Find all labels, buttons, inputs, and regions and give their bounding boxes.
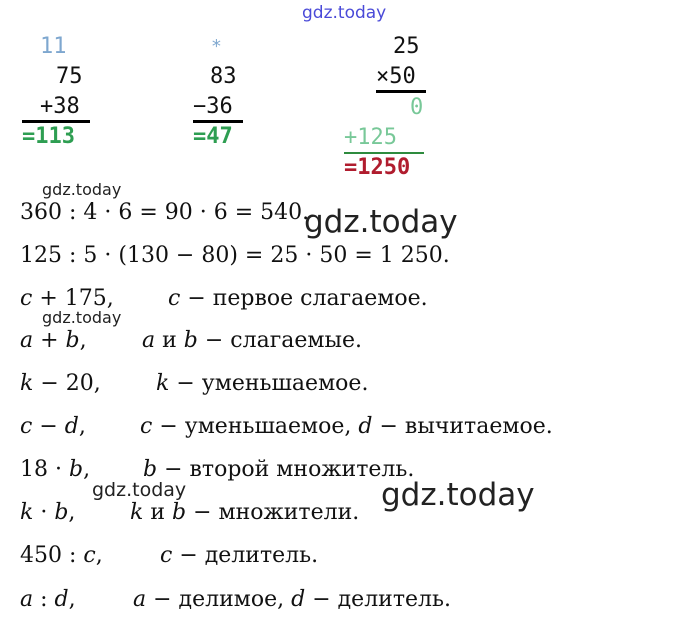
subtraction-bottom-number: −36 xyxy=(193,94,233,119)
description-dividend-divisor xyxy=(133,587,451,613)
var-c: c xyxy=(160,543,173,568)
multiplication-partial-1: 0 xyxy=(410,95,424,120)
var-k: k xyxy=(130,500,144,525)
conj: и xyxy=(155,328,184,353)
watermark-large-2: gdz.today xyxy=(381,477,535,513)
expression-c-minus-d xyxy=(20,414,86,440)
conj: и xyxy=(143,500,172,525)
addition-top-number: 75 xyxy=(56,64,83,89)
comma: , xyxy=(79,328,87,353)
subtraction-rule xyxy=(193,120,243,123)
description-second-factor xyxy=(143,457,414,483)
expression-450-div-c xyxy=(20,543,103,569)
var-k: k xyxy=(20,500,34,525)
watermark-small-3: gdz.today xyxy=(92,479,187,501)
expression-k-times-b xyxy=(20,500,75,526)
addition-carry: 11 xyxy=(40,34,67,59)
desc-rest: − делитель. xyxy=(172,543,319,568)
expr-rest: + 175, xyxy=(32,286,114,311)
var-c: c xyxy=(168,286,181,311)
desc-rest: − делитель. xyxy=(305,587,451,612)
var-d: d xyxy=(291,587,306,612)
op: + xyxy=(33,328,66,353)
multiplication-green-rule xyxy=(344,152,424,154)
multiplication-bottom-number: ×50 xyxy=(376,64,416,89)
var-a: a xyxy=(20,587,34,612)
expression-18-times-b xyxy=(20,457,90,483)
subtraction-result: =47 xyxy=(193,124,233,149)
watermark-small-1: gdz.today xyxy=(42,180,122,199)
expr-number: 450 : xyxy=(20,543,84,568)
expression-k-minus-20 xyxy=(20,371,101,397)
var-d: d xyxy=(358,414,373,439)
desc-mid: − уменьшаемое, xyxy=(152,414,359,439)
comma: , xyxy=(68,500,76,525)
var-b: b xyxy=(143,457,158,482)
expr-number: 18 · xyxy=(20,457,69,482)
description-addends xyxy=(142,328,362,354)
description-first-addend xyxy=(168,286,428,312)
description-factors xyxy=(130,500,359,526)
addition-result: =113 xyxy=(22,124,75,149)
var-c: c xyxy=(83,543,96,568)
var-k: k xyxy=(20,371,34,396)
desc-rest: − множители. xyxy=(186,500,360,525)
comma: , xyxy=(78,414,86,439)
var-d: d xyxy=(64,414,79,439)
comma: , xyxy=(95,543,103,568)
description-minuend xyxy=(156,371,368,397)
expression-a-plus-b xyxy=(20,328,87,354)
desc-rest: − вычитаемое. xyxy=(372,414,553,439)
var-b: b xyxy=(54,500,69,525)
subtraction-borrow-mark: * xyxy=(211,36,222,57)
expression-c-plus-175 xyxy=(20,286,114,312)
multiplication-top-number: 25 xyxy=(393,34,420,59)
var-k: k xyxy=(156,371,170,396)
subtraction-top-number: 83 xyxy=(210,64,237,89)
equation-line-2: 125 : 5 · (130 − 80) = 25 · 50 = 1 250. xyxy=(20,243,450,268)
desc-rest: − слагаемые. xyxy=(197,328,363,353)
addition-rule xyxy=(22,120,90,123)
var-b: b xyxy=(68,457,84,482)
multiplication-partial-2: +125 xyxy=(344,125,397,150)
watermark-top: gdz.today xyxy=(302,3,387,23)
multiplication-result: =1250 xyxy=(344,155,411,180)
var-c: c xyxy=(20,414,33,439)
var-b: b xyxy=(172,500,187,525)
addition-bottom-number: +38 xyxy=(40,94,80,119)
description-minuend-subtrahend xyxy=(140,414,553,440)
var-c: c xyxy=(20,286,33,311)
var-d: d xyxy=(54,587,69,612)
var-a: a xyxy=(133,587,147,612)
desc-rest: − уменьшаемое. xyxy=(169,371,369,396)
desc-rest: − второй множитель. xyxy=(157,457,415,482)
var-b: b xyxy=(183,328,198,353)
op: − xyxy=(32,414,65,439)
watermark-large-1: gdz.today xyxy=(304,204,458,240)
equation-line-1: 360 : 4 · 6 = 90 · 6 = 540. xyxy=(20,200,310,225)
expression-a-div-d xyxy=(20,587,76,613)
var-c: c xyxy=(140,414,153,439)
description-divisor xyxy=(160,543,318,569)
op: : xyxy=(33,587,55,612)
expr-rest: − 20, xyxy=(33,371,101,396)
watermark-small-2: gdz.today xyxy=(42,308,122,327)
comma: , xyxy=(68,587,76,612)
comma: , xyxy=(83,457,91,482)
desc-mid: − делимое, xyxy=(146,587,292,612)
var-b: b xyxy=(65,328,80,353)
op: · xyxy=(33,500,55,525)
multiplication-rule xyxy=(376,90,426,93)
var-a: a xyxy=(142,328,156,353)
desc-rest: − первое слагаемое. xyxy=(180,286,428,311)
var-a: a xyxy=(20,328,34,353)
